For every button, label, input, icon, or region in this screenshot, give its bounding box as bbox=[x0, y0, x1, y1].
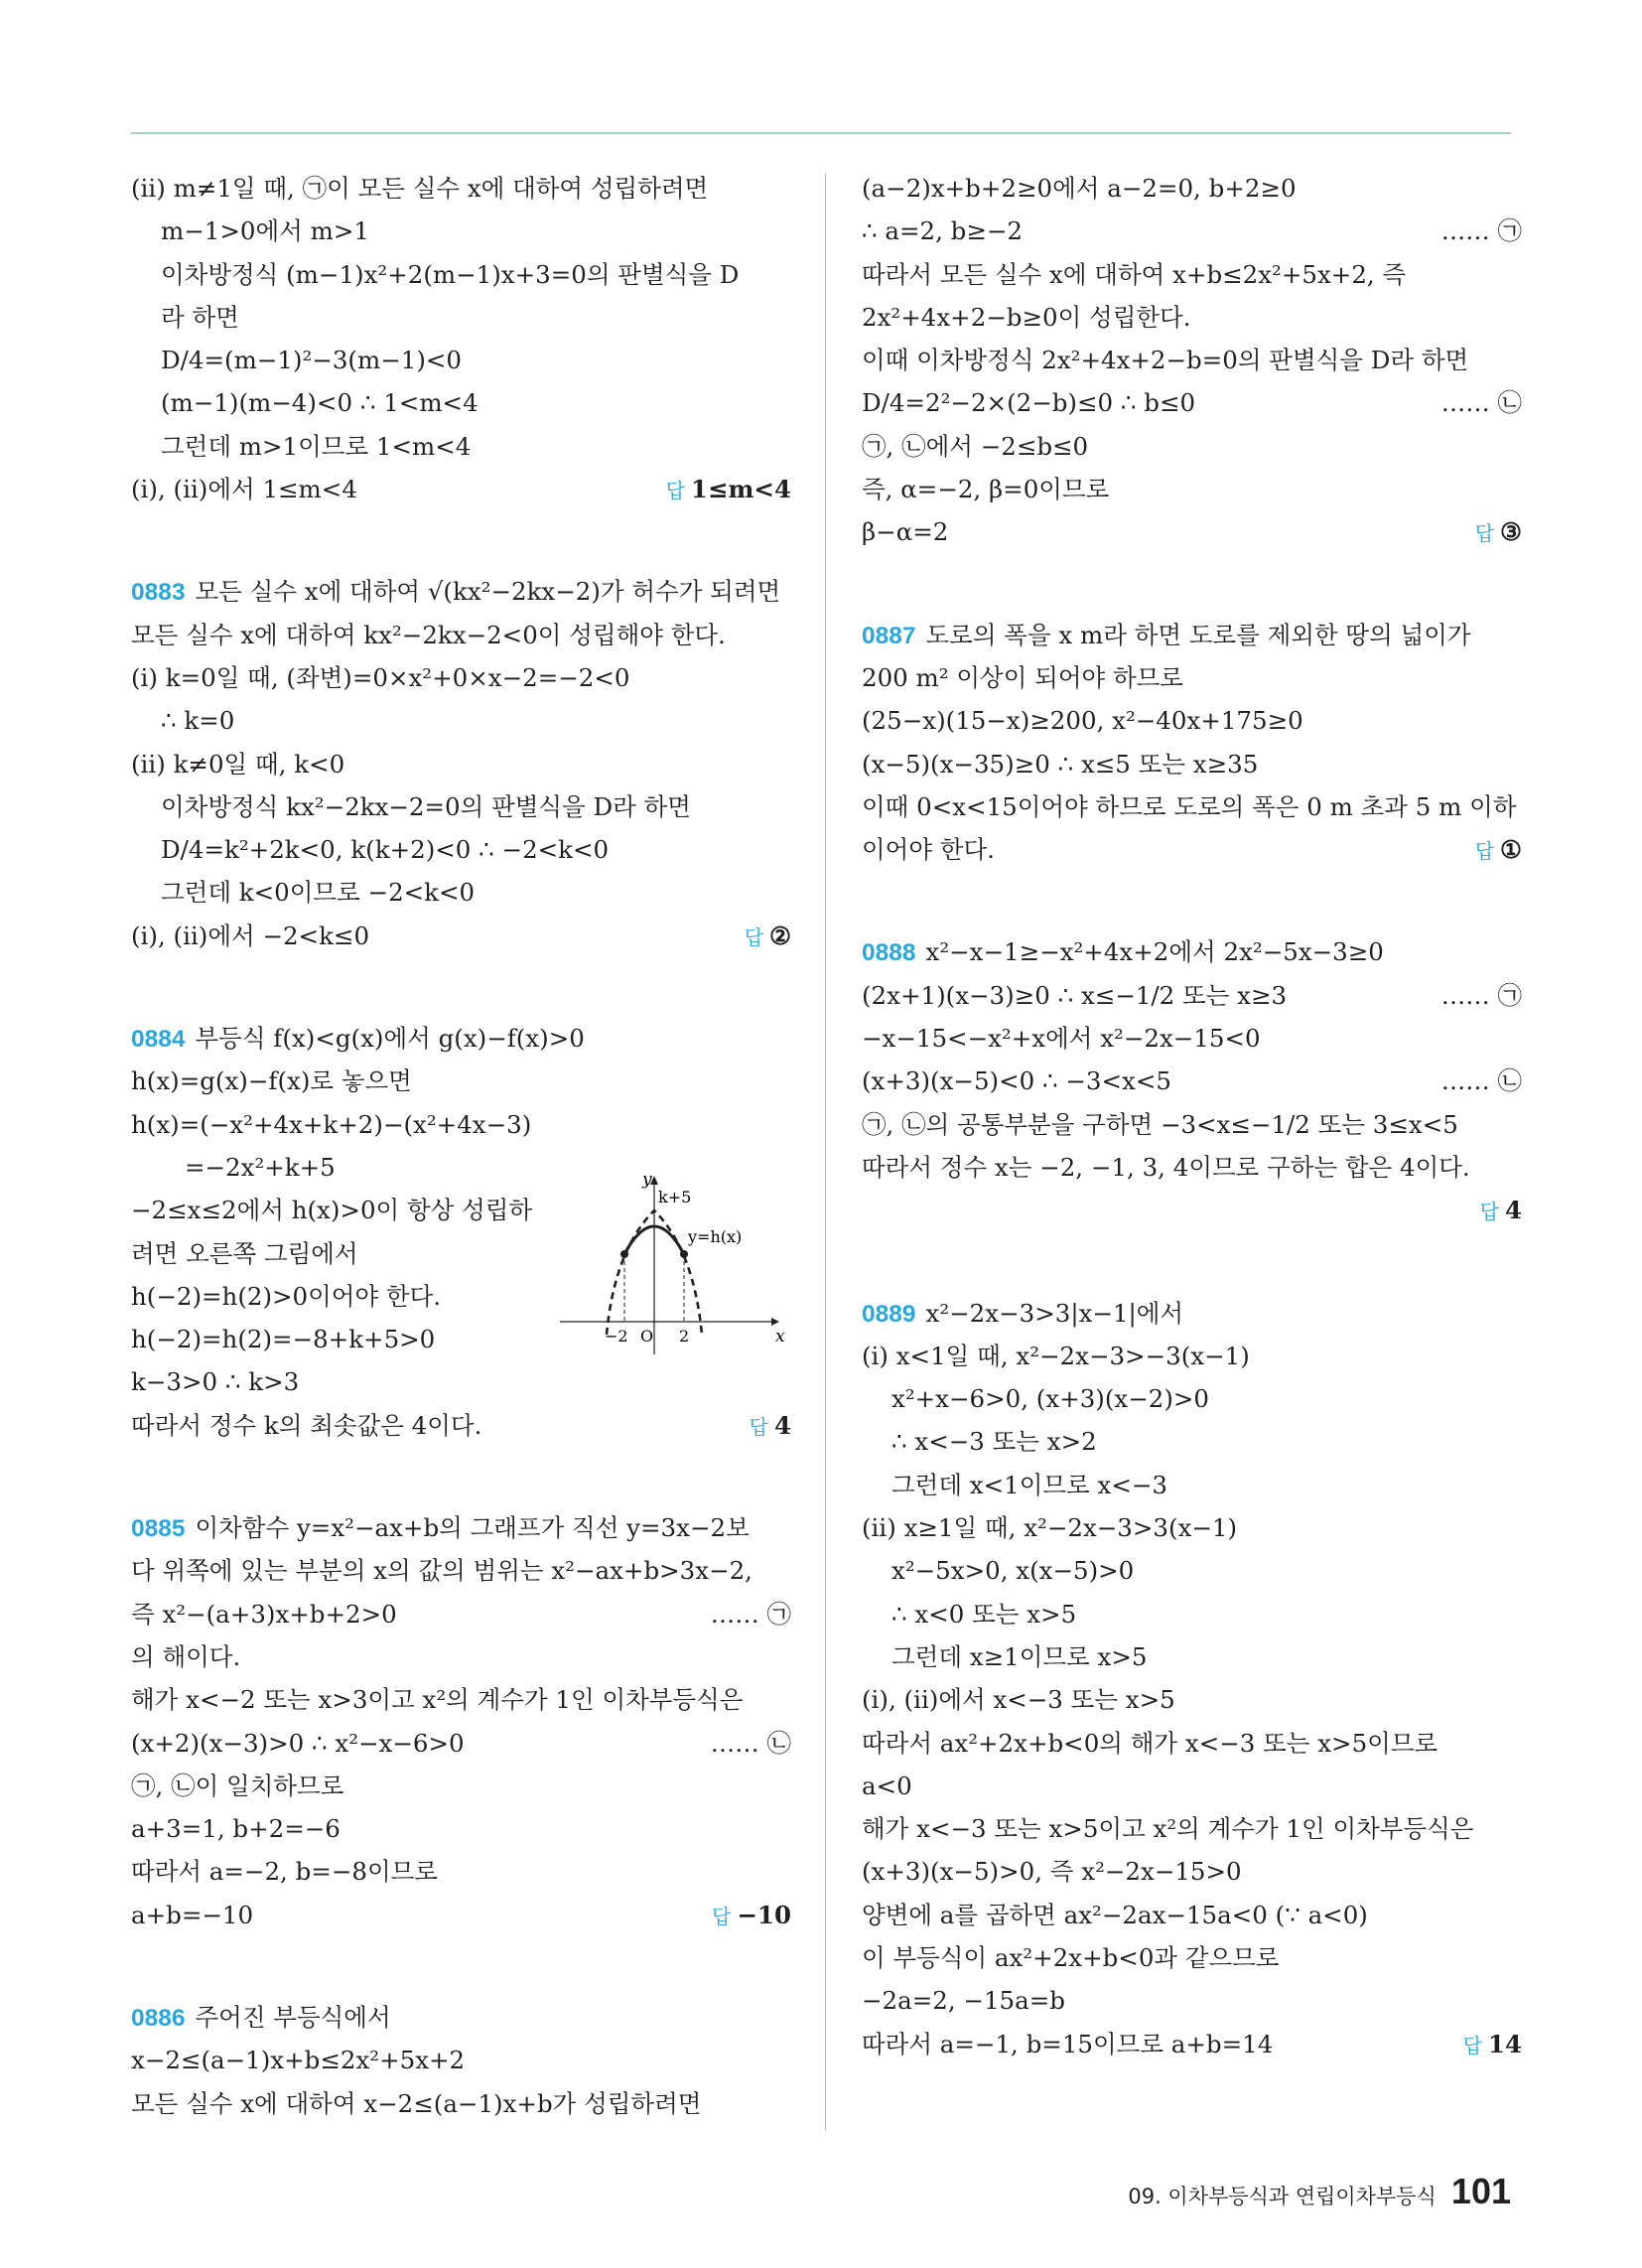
solution-line bbox=[131, 1765, 791, 1807]
solution-line bbox=[131, 828, 791, 871]
answer-label: 답 bbox=[665, 479, 685, 503]
solution-line bbox=[131, 1850, 791, 1893]
solution-line bbox=[862, 1979, 1522, 2022]
line-text: 따라서 ax²+2x+b<0의 해가 x<−3 또는 x>5이므로 bbox=[862, 1728, 1438, 1758]
line-text: a+3=1, b+2=−6 bbox=[131, 1814, 341, 1844]
line-text: x²−5x>0, x(x−5)>0 bbox=[891, 1556, 1135, 1586]
solution-line bbox=[862, 785, 1522, 828]
answer bbox=[1475, 828, 1522, 873]
line-text: (ⅱ) m≠1일 때, ㉠이 모든 실수 x에 대하여 성립하려면 bbox=[131, 174, 709, 203]
line-text: (x−5)(x−35)≥0 ∴ x≤5 또는 x≥35 bbox=[862, 749, 1259, 779]
line-text: 즉, α=−2, β=0이므로 bbox=[862, 475, 1110, 504]
solution-line bbox=[862, 1103, 1522, 1146]
line-text: (ⅱ) k≠0일 때, k<0 bbox=[131, 749, 345, 779]
solution-line bbox=[862, 1017, 1522, 1060]
solution-line bbox=[131, 1549, 791, 1592]
solution-line bbox=[862, 510, 1522, 553]
answer-value: 1≤m<4 bbox=[690, 475, 791, 504]
line-text: h(−2)=h(2)>0이어야 한다. bbox=[131, 1281, 442, 1311]
line-text: 즉 x²−(a+3)x+b+2>0 bbox=[131, 1599, 397, 1629]
solution-line bbox=[862, 974, 1522, 1017]
line-text: D/4=(m−1)²−3(m−1)<0 bbox=[161, 346, 462, 375]
solution-line bbox=[131, 871, 791, 914]
line-text: 모든 실수 x에 대하여 x−2≤(a−1)x+b가 성립하려면 bbox=[131, 2088, 702, 2118]
equation-marker: …… ㉠ bbox=[710, 1599, 791, 1629]
line-text: 모든 실수 x에 대하여 √(kx²−2kx−2)가 허수가 되려면 bbox=[195, 577, 781, 607]
line-text: 이차방정식 kx²−2kx−2=0의 판별식을 D라 하면 bbox=[161, 791, 691, 821]
answer-label: 답 bbox=[1462, 2033, 1482, 2057]
line-text: −2a=2, −15a=b bbox=[862, 1986, 1065, 2016]
solution-line bbox=[862, 1146, 1522, 1189]
line-text: ∴ k=0 bbox=[161, 706, 235, 736]
line-text: −2≤x≤2에서 h(x)>0이 항상 성립하 bbox=[131, 1196, 533, 1225]
line-text: (ⅰ), (ⅱ)에서 −2<k≤0 bbox=[131, 921, 370, 950]
line-text: 이때 0<x<15이어야 하므로 도로의 폭은 0 m 초과 5 m 이하 bbox=[862, 791, 1517, 821]
answer bbox=[1475, 510, 1522, 555]
answer-value: ① bbox=[1500, 835, 1522, 865]
line-text: 이차방정식 (m−1)x²+2(m−1)x+3=0의 판별식을 D bbox=[161, 259, 740, 289]
solution-line bbox=[862, 1722, 1522, 1765]
solution-line bbox=[862, 296, 1522, 339]
line-text: (x+3)(x−5)<0 ∴ −3<x<5 bbox=[862, 1066, 1171, 1096]
answer bbox=[712, 1894, 791, 1938]
section-gap bbox=[862, 554, 1522, 614]
line-text: (ⅱ) x≥1일 때, x²−2x−3>3(x−1) bbox=[862, 1513, 1238, 1543]
line-text: 다 위쪽에 있는 부분의 x의 값의 범위는 x²−ax+b>3x−2, bbox=[131, 1556, 753, 1586]
solution-line bbox=[862, 1506, 1522, 1549]
right-tick-label: 2 bbox=[679, 1327, 690, 1347]
answer-label: 답 bbox=[749, 1414, 768, 1439]
solution-line bbox=[862, 1593, 1522, 1635]
section-gap bbox=[862, 1232, 1522, 1292]
x-axis-label: x bbox=[775, 1327, 785, 1347]
line-text: 그런데 x<1이므로 x<−3 bbox=[891, 1470, 1167, 1499]
line-text: 려면 오른쪽 그림에서 bbox=[131, 1238, 358, 1268]
solution-line bbox=[862, 1678, 1522, 1721]
solution-line bbox=[131, 1894, 791, 1936]
solution-line bbox=[131, 614, 791, 656]
line-text: ∴ a=2, b≥−2 bbox=[862, 216, 1024, 246]
problem-number: 0883 bbox=[131, 579, 186, 607]
line-text: h(−2)=h(2)=−8+k+5>0 bbox=[131, 1325, 436, 1354]
line-text: 해가 x<−2 또는 x>3이고 x²의 계수가 1인 이차부등식은 bbox=[131, 1685, 744, 1715]
solution-line bbox=[862, 1894, 1522, 1936]
solution-line bbox=[131, 1360, 791, 1403]
solution-line bbox=[131, 425, 791, 468]
solution-line bbox=[862, 1060, 1522, 1102]
line-text: (a−2)x+b+2≥0에서 a−2=0, b+2≥0 bbox=[862, 174, 1297, 203]
solution-line bbox=[131, 699, 791, 742]
problem-0884 bbox=[131, 1017, 791, 1060]
curve-label: y=h(x) bbox=[688, 1227, 743, 1247]
solution-line bbox=[131, 1404, 791, 1447]
line-text: 부등식 f(x)<g(x)에서 g(x)−f(x)>0 bbox=[195, 1024, 585, 1054]
problem-0886 bbox=[131, 1996, 791, 2039]
answer-label: 답 bbox=[744, 924, 764, 949]
solution-line bbox=[131, 1103, 791, 1146]
line-text: k−3>0 ∴ k>3 bbox=[131, 1367, 300, 1397]
line-text: 도로의 폭을 x m라 하면 도로를 제외한 땅의 넓이가 bbox=[925, 620, 1471, 649]
solution-line bbox=[862, 1420, 1522, 1463]
line-text: (ⅰ) k=0일 때, (좌변)=0×x²+0×x−2=−2<0 bbox=[131, 662, 630, 692]
solution-line bbox=[862, 468, 1522, 510]
line-text: 2x²+4x+2−b≥0이 성립한다. bbox=[862, 302, 1191, 332]
right-column bbox=[862, 167, 1522, 2065]
header-rule bbox=[131, 132, 1511, 134]
line-text: ∴ x<0 또는 x>5 bbox=[891, 1599, 1077, 1629]
line-text: =−2x²+k+5 bbox=[185, 1152, 336, 1182]
solution-line bbox=[862, 381, 1522, 424]
line-text: 이어야 한다. bbox=[862, 835, 995, 865]
solution-line bbox=[131, 339, 791, 381]
line-text: (x+2)(x−3)>0 ∴ x²−x−6>0 bbox=[131, 1728, 465, 1758]
problem-number: 0886 bbox=[131, 2004, 186, 2032]
left-column bbox=[131, 167, 791, 2125]
line-text: x−2≤(a−1)x+b≤2x²+5x+2 bbox=[131, 2046, 466, 2075]
solution-line bbox=[131, 1722, 791, 1765]
answer-value: 4 bbox=[1504, 1196, 1522, 1225]
solution-line bbox=[862, 210, 1522, 252]
line-text: 이 부등식이 ax²+2x+b<0과 같으므로 bbox=[862, 1942, 1280, 1972]
solution-line bbox=[862, 1464, 1522, 1506]
solution-line bbox=[862, 1377, 1522, 1420]
problem-number: 0889 bbox=[862, 1300, 916, 1328]
solution-line bbox=[131, 1275, 791, 1318]
section-gap bbox=[131, 1936, 791, 1996]
equation-marker: …… ㉡ bbox=[710, 1728, 791, 1758]
line-text: 주어진 부등식에서 bbox=[195, 2002, 391, 2032]
solution-line bbox=[862, 2023, 1522, 2065]
problem-0887 bbox=[862, 614, 1522, 656]
line-text: 이때 이차방정식 2x²+4x+2−b=0의 판별식을 D라 하면 bbox=[862, 346, 1469, 375]
line-text: ㉠, ㉡이 일치하므로 bbox=[131, 1771, 344, 1800]
column-divider bbox=[825, 174, 826, 2130]
solution-line bbox=[862, 699, 1522, 742]
solution-line bbox=[131, 1593, 791, 1635]
solution-line bbox=[131, 2039, 791, 2081]
line-text: −x−15<−x²+x에서 x²−2x−15<0 bbox=[862, 1024, 1261, 1054]
solution-line bbox=[862, 1635, 1522, 1678]
solution-line bbox=[131, 785, 791, 828]
answer bbox=[666, 468, 791, 512]
line-text: a+b=−10 bbox=[131, 1900, 254, 1929]
line-text: (ⅰ), (ⅱ)에서 1≤m<4 bbox=[131, 475, 357, 504]
solution-line bbox=[862, 1936, 1522, 1979]
solution-line bbox=[862, 1765, 1522, 1807]
chapter-title: 09. 이차부등식과 연립이차부등식 bbox=[1128, 2185, 1437, 2208]
solution-line bbox=[131, 1678, 791, 1721]
solution-line bbox=[862, 1335, 1522, 1377]
solution-line bbox=[131, 210, 791, 252]
solution-line bbox=[862, 656, 1522, 699]
solution-line bbox=[862, 743, 1522, 785]
line-text: (ⅰ), (ⅱ)에서 x<−3 또는 x>5 bbox=[862, 1685, 1175, 1715]
solution-line bbox=[862, 167, 1522, 210]
line-text: m−1>0에서 m>1 bbox=[161, 216, 369, 246]
answer bbox=[750, 1404, 791, 1449]
answer-value: ② bbox=[769, 921, 791, 950]
solution-line bbox=[131, 381, 791, 424]
equation-marker: …… ㉡ bbox=[1440, 388, 1522, 418]
line-text: 의 해이다. bbox=[131, 1641, 241, 1671]
line-text: 그런데 m>1이므로 1<m<4 bbox=[161, 431, 472, 461]
line-text: h(x)=g(x)−f(x)로 놓으면 bbox=[131, 1066, 412, 1096]
answer-label: 답 bbox=[712, 1904, 732, 1928]
problem-number: 0884 bbox=[131, 1026, 186, 1054]
problem-number: 0887 bbox=[862, 622, 916, 649]
line-text: (25−x)(15−x)≥200, x²−40x+175≥0 bbox=[862, 706, 1303, 736]
y-axis-label: y bbox=[642, 1170, 652, 1191]
solution-line bbox=[862, 1807, 1522, 1850]
line-text: 이차함수 y=x²−ax+b의 그래프가 직선 y=3x−2보 bbox=[195, 1513, 750, 1543]
solution-line bbox=[862, 1549, 1522, 1592]
equation-marker: …… ㉠ bbox=[1440, 216, 1522, 246]
line-text: x²−2x−3>3|x−1|에서 bbox=[925, 1298, 1184, 1328]
solution-line bbox=[131, 1635, 791, 1678]
solution-line bbox=[131, 167, 791, 210]
line-text: (2x+1)(x−3)≥0 ∴ x≤−1/2 또는 x≥3 bbox=[862, 980, 1288, 1010]
equation-marker: …… ㉠ bbox=[1440, 980, 1522, 1010]
solution-line bbox=[131, 253, 791, 296]
line-text: 해가 x<−3 또는 x>5이고 x²의 계수가 1인 이차부등식은 bbox=[862, 1814, 1474, 1844]
problem-0883 bbox=[131, 570, 791, 613]
answer bbox=[745, 915, 791, 959]
answer-value: 14 bbox=[1487, 2029, 1522, 2058]
line-text: 따라서 a=−2, b=−8이므로 bbox=[131, 1857, 438, 1887]
line-text: ∴ x<−3 또는 x>2 bbox=[891, 1427, 1097, 1457]
equation-marker: …… ㉡ bbox=[1440, 1066, 1522, 1096]
line-text: 따라서 a=−1, b=15이므로 a+b=14 bbox=[862, 2029, 1274, 2058]
solution-line bbox=[131, 915, 791, 957]
answer-label: 답 bbox=[1474, 521, 1495, 546]
solution-line bbox=[131, 2082, 791, 2125]
page-footer bbox=[1128, 2171, 1511, 2212]
line-text: 라 하면 bbox=[161, 302, 239, 332]
answer-label: 답 bbox=[1474, 839, 1495, 864]
problem-number: 0885 bbox=[131, 1515, 186, 1543]
line-text: ㉠, ㉡에서 −2≤b≤0 bbox=[862, 431, 1089, 461]
solution-line bbox=[862, 1189, 1522, 1231]
line-text: 따라서 정수 k의 최솟값은 4이다. bbox=[131, 1410, 482, 1440]
solution-line bbox=[862, 253, 1522, 296]
line-text: β−α=2 bbox=[862, 517, 949, 547]
solution-line bbox=[131, 1232, 791, 1275]
line-text: D/4=k²+2k<0, k(k+2)<0 ∴ −2<k<0 bbox=[161, 835, 610, 865]
section-gap bbox=[131, 510, 791, 570]
line-text: 따라서 정수 x는 −2, −1, 3, 4이므로 구하는 합은 4이다. bbox=[862, 1152, 1470, 1182]
origin-label: O bbox=[640, 1327, 654, 1347]
problem-0888 bbox=[862, 930, 1522, 973]
answer bbox=[1463, 2023, 1522, 2067]
page-number: 101 bbox=[1450, 2171, 1511, 2211]
line-text: h(x)=(−x²+4x+k+2)−(x²+4x−3) bbox=[131, 1109, 532, 1139]
answer-label: 답 bbox=[1479, 1200, 1499, 1224]
line-text: x²−x−1≥−x²+4x+2에서 2x²−5x−3≥0 bbox=[925, 937, 1384, 967]
line-text: 따라서 모든 실수 x에 대하여 x+b≤2x²+5x+2, 즉 bbox=[862, 259, 1407, 289]
peak-label: k+5 bbox=[658, 1188, 692, 1207]
line-text: (ⅰ) x<1일 때, x²−2x−3>−3(x−1) bbox=[862, 1341, 1250, 1370]
line-text: (m−1)(m−4)<0 ∴ 1<m<4 bbox=[161, 388, 479, 418]
section-gap bbox=[131, 957, 791, 1017]
line-text: a<0 bbox=[862, 1771, 912, 1800]
line-text: 모든 실수 x에 대하여 kx²−2kx−2<0이 성립해야 한다. bbox=[131, 620, 726, 649]
solution-line bbox=[131, 1807, 791, 1850]
solution-line bbox=[862, 828, 1522, 871]
solution-line bbox=[131, 296, 791, 339]
problem-0889 bbox=[862, 1292, 1522, 1335]
line-text: 200 m² 이상이 되어야 하므로 bbox=[862, 662, 1183, 692]
line-text: D/4=2²−2×(2−b)≤0 ∴ b≤0 bbox=[862, 388, 1196, 418]
line-text: (x+3)(x−5)>0, 즉 x²−2x−15>0 bbox=[862, 1857, 1242, 1887]
answer-value: −10 bbox=[737, 1900, 791, 1929]
solution-line bbox=[131, 468, 791, 510]
line-text: 그런데 x≥1이므로 x>5 bbox=[891, 1641, 1148, 1671]
problem-number: 0888 bbox=[862, 939, 916, 967]
section-gap bbox=[862, 871, 1522, 930]
line-text: x²+x−6>0, (x+3)(x−2)>0 bbox=[891, 1384, 1210, 1414]
solution-line bbox=[131, 656, 791, 699]
solution-line bbox=[862, 339, 1522, 381]
solution-line bbox=[131, 743, 791, 785]
problem-0885 bbox=[131, 1506, 791, 1549]
solution-line bbox=[862, 425, 1522, 468]
solution-line bbox=[131, 1318, 791, 1360]
solution-line bbox=[862, 1850, 1522, 1893]
answer-value: 4 bbox=[773, 1410, 791, 1440]
line-text: 그런데 k<0이므로 −2<k<0 bbox=[161, 878, 476, 908]
left-tick-label: −2 bbox=[605, 1327, 628, 1347]
answer-value: ③ bbox=[1500, 517, 1522, 547]
answer bbox=[1480, 1189, 1522, 1233]
section-gap bbox=[131, 1447, 791, 1506]
line-text: 양변에 a를 곱하면 ax²−2ax−15a<0 (∵ a<0) bbox=[862, 1900, 1368, 1929]
solution-line bbox=[131, 1060, 791, 1102]
line-text: ㉠, ㉡의 공통부분을 구하면 −3<x≤−1/2 또는 3≤x<5 bbox=[862, 1109, 1458, 1139]
